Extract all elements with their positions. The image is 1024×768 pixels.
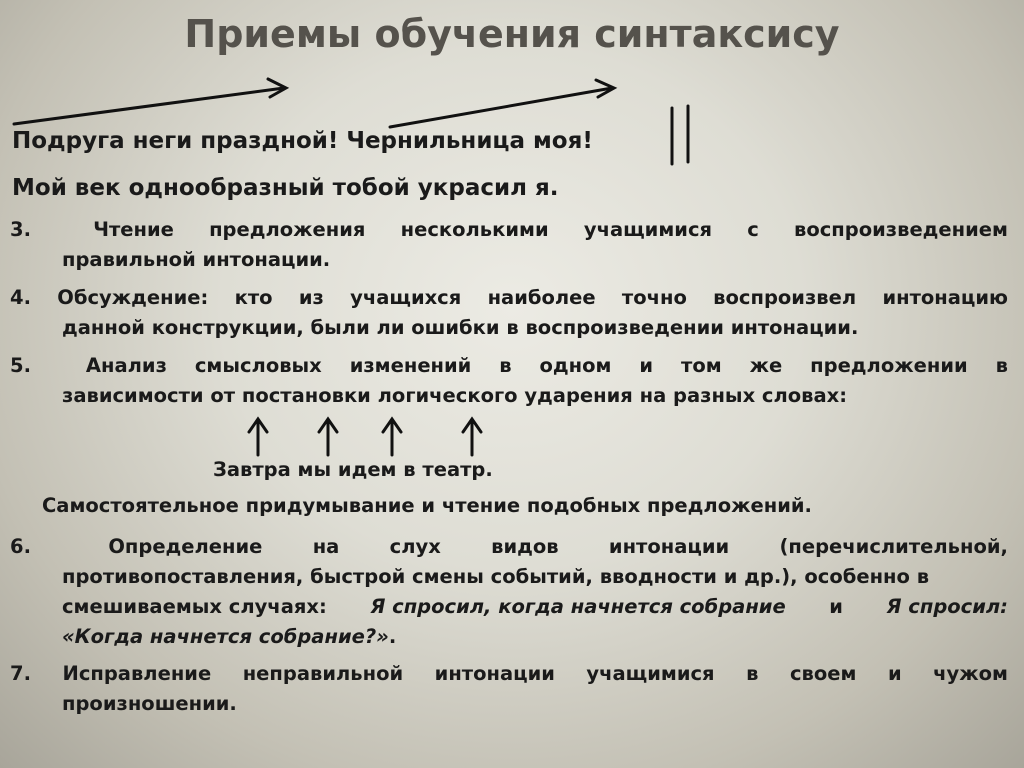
item-3-line-1 [10, 218, 1008, 241]
item-3-word: Чтение [93, 218, 174, 241]
item-3-word: учащимися [583, 218, 713, 241]
item-7-word: интонации [434, 662, 555, 685]
item-7-number: 7. [10, 662, 31, 685]
item-5-word: Анализ [85, 354, 167, 377]
item-5-word: в [995, 354, 1008, 377]
example-sentence: Завтра мы идем в театр. [213, 458, 493, 481]
item-4-word: из [298, 286, 324, 309]
item-3-word: воспроизведением [794, 218, 1008, 241]
item-5-word: предложении [810, 354, 968, 377]
item-6-line-1 [10, 535, 1008, 558]
self-practice-line: Самостоятельное придумывание и чтение подобных предложений. [42, 494, 812, 517]
item-5-line-1 [10, 354, 1008, 377]
item-4-word: воспроизвел [713, 286, 857, 309]
item-4-word: интонацию [882, 286, 1008, 309]
item-4-word: Обсуждение: [57, 286, 209, 309]
item-5-word: том [681, 354, 722, 377]
poem-line-2: Мой век однообразный тобой украсил я. [12, 175, 559, 201]
item-6-word: видов [491, 535, 559, 558]
item-6-word: на [312, 535, 340, 558]
item-6-line-3 [62, 595, 1008, 618]
item-6-word: слух [389, 535, 441, 558]
item-6-line-2-text: противопоставления, быстрой смены событий, вводности и др.), особенно в [62, 565, 930, 588]
item-7-word: в [746, 662, 759, 685]
item-7-word: чужом [933, 662, 1008, 685]
item-7-word: и [887, 662, 902, 685]
arrow-right-2 [390, 88, 612, 127]
item-4-word: учащихся [350, 286, 462, 309]
item-4-word: точно [621, 286, 687, 309]
item-6-line-3-conj: и [829, 595, 843, 618]
item-5-word: и [639, 354, 654, 377]
item-7-line-1 [10, 662, 1008, 685]
item-5-line-2: зависимости от постановки логического ударения на разных словах: [62, 384, 848, 407]
item-6-example-quote: «Когда начнется собрание?» [62, 625, 389, 648]
item-6-word: интонации [608, 535, 730, 558]
item-7-word: учащимися [586, 662, 715, 685]
item-6-number: 6. [10, 535, 31, 558]
item-6-word: Определение [108, 535, 263, 558]
item-4-line-1 [10, 286, 1008, 309]
item-3-word: несколькими [400, 218, 549, 241]
item-7-word: Исправление [62, 662, 212, 685]
item-6-line-2 [62, 565, 1008, 588]
item-5-word: же [749, 354, 783, 377]
item-6-line-4 [62, 625, 396, 648]
item-4-number: 4. [10, 286, 31, 309]
item-3-word: предложения [209, 218, 366, 241]
item-3-line-2: правильной интонации. [62, 248, 331, 271]
item-5-number: 5. [10, 354, 31, 377]
item-3-word: с [747, 218, 759, 241]
item-5-word: одном [539, 354, 612, 377]
item-7-line-2: произношении. [62, 692, 237, 715]
poem-line-1: Подруга неги праздной! Чернильница моя! [12, 128, 593, 154]
item-4-line-2: данной конструкции, были ли ошибки в воспроизведении интонации. [62, 316, 859, 339]
page-title: Приемы обучения синтаксису [184, 12, 840, 56]
item-6-example-indirect: Я спросил, когда начнется собрание [370, 595, 786, 618]
item-6-example-direct: Я спросил: [886, 595, 1008, 618]
item-6-line-3-plain: смешиваемых случаях: [62, 595, 327, 618]
item-3-number: 3. [10, 218, 31, 241]
item-5-word: в [499, 354, 512, 377]
item-5-word: изменений [349, 354, 472, 377]
item-6-word: (перечислительной, [779, 535, 1008, 558]
item-7-word: своем [789, 662, 857, 685]
item-4-word: наиболее [487, 286, 596, 309]
arrow-right-1 [14, 88, 284, 124]
item-7-word: неправильной [242, 662, 404, 685]
item-6-line-4-end: . [388, 625, 397, 648]
item-5-word: смысловых [194, 354, 322, 377]
item-4-word: кто [234, 286, 273, 309]
